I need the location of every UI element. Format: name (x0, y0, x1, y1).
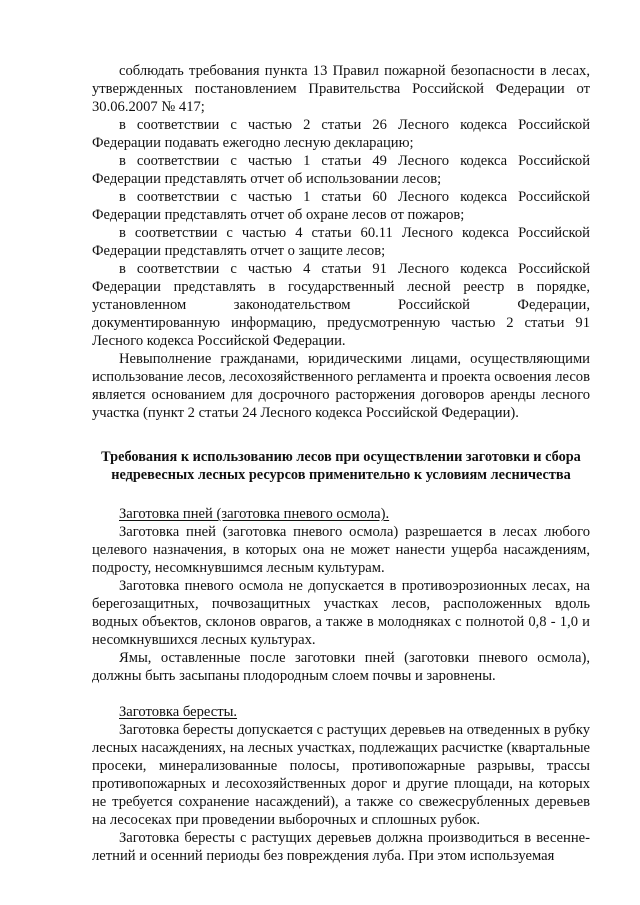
section-gap (92, 685, 590, 703)
paragraph-forest-registry: в соответствии с частью 4 статьи 91 Лесного кодекса Российской Федерации представлять в государственный лесной реестр в порядке, установленном законодательством Российской Федерации, документированную информацию, предусмотренную частью 2 статьи 91 Лесного кодекса Российской Федерации. (92, 261, 590, 349)
paragraph-stumps-forbidden: Заготовка пневого осмола не допускается в противоэрозионных лесах, на берегозащитных, почвозащитных участках лесов, расположенных вдоль водных объектов, склонов оврагов, а также в молодняках с полнотой 0,8 - 1,0 и несомкнувшихся лесных культурах. (92, 578, 590, 648)
paragraph-protection-report: в соответствии с частью 4 статьи 60.11 Лесного кодекса Российской Федерации представлять отчет о защите лесов; (92, 225, 590, 259)
paragraph-usage-report: в соответствии с частью 1 статьи 49 Лесного кодекса Российской Федерации представлять отчет об использовании лесов; (92, 153, 590, 187)
subheading-stumps: Заготовка пней (заготовка пневого осмола). (119, 506, 390, 522)
paragraph-birch-bark-season: Заготовка бересты с растущих деревьев должна производиться в весенне-летний и осенний периоды без повреждения луба. При этом используемая (92, 830, 590, 864)
paragraph-stumps-pits: Ямы, оставленные после заготовки пней (заготовки пневого осмола), должны быть засыпаны плодородным слоем почвы и заровнены. (92, 650, 590, 684)
subheading-birch-bark: Заготовка бересты. (119, 704, 238, 720)
section-heading: Требования к использованию лесов при осуществлении заготовки и сбора недревесных лесных ресурсов применительно к условиям лесничества (101, 449, 581, 483)
paragraph-fire-safety: соблюдать требования пункта 13 Правил пожарной безопасности в лесах, утвержденных постановлением Правительства Российской Федерации от 30.06.2007 № 417; (92, 63, 590, 115)
paragraph-stumps-allowed: Заготовка пней (заготовка пневого осмола) разрешается в лесах любого целевого назначения, в которых она не может нанести ущерба насаждениям, подросту, несомкнувшимся лесным культурам. (92, 524, 590, 576)
paragraph-declaration: в соответствии с частью 2 статьи 26 Лесного кодекса Российской Федерации подавать ежегодно лесную декларацию; (92, 117, 590, 151)
paragraph-birch-bark-allowed: Заготовка бересты допускается с растущих деревьев на отведенных в рубку лесных насаждениях, на лесных участках, подлежащих расчистке (квартальные просеки, минерализованные полосы, противопожарные разрывы, трассы противопожарных и лесохозяйственных дорог и другие площади, на которых не требуется сохранение насаждений), а также со свежесрубленных деревьев на лесосеках при проведении выборочных и сплошных рубок. (92, 722, 590, 828)
paragraph-termination: Невыполнение гражданами, юридическими лицами, осуществляющими использование лесов, лесохозяйственного регламента и проекта освоения лесов является основанием для досрочного расторжения договоров аренды лесного участка (пункт 2 статьи 24 Лесного кодекса Российской Федерации). (92, 351, 590, 421)
paragraph-fire-report: в соответствии с частью 1 статьи 60 Лесного кодекса Российской Федерации представлять отчет об охране лесов от пожаров; (92, 189, 590, 223)
document-body (92, 62, 590, 865)
